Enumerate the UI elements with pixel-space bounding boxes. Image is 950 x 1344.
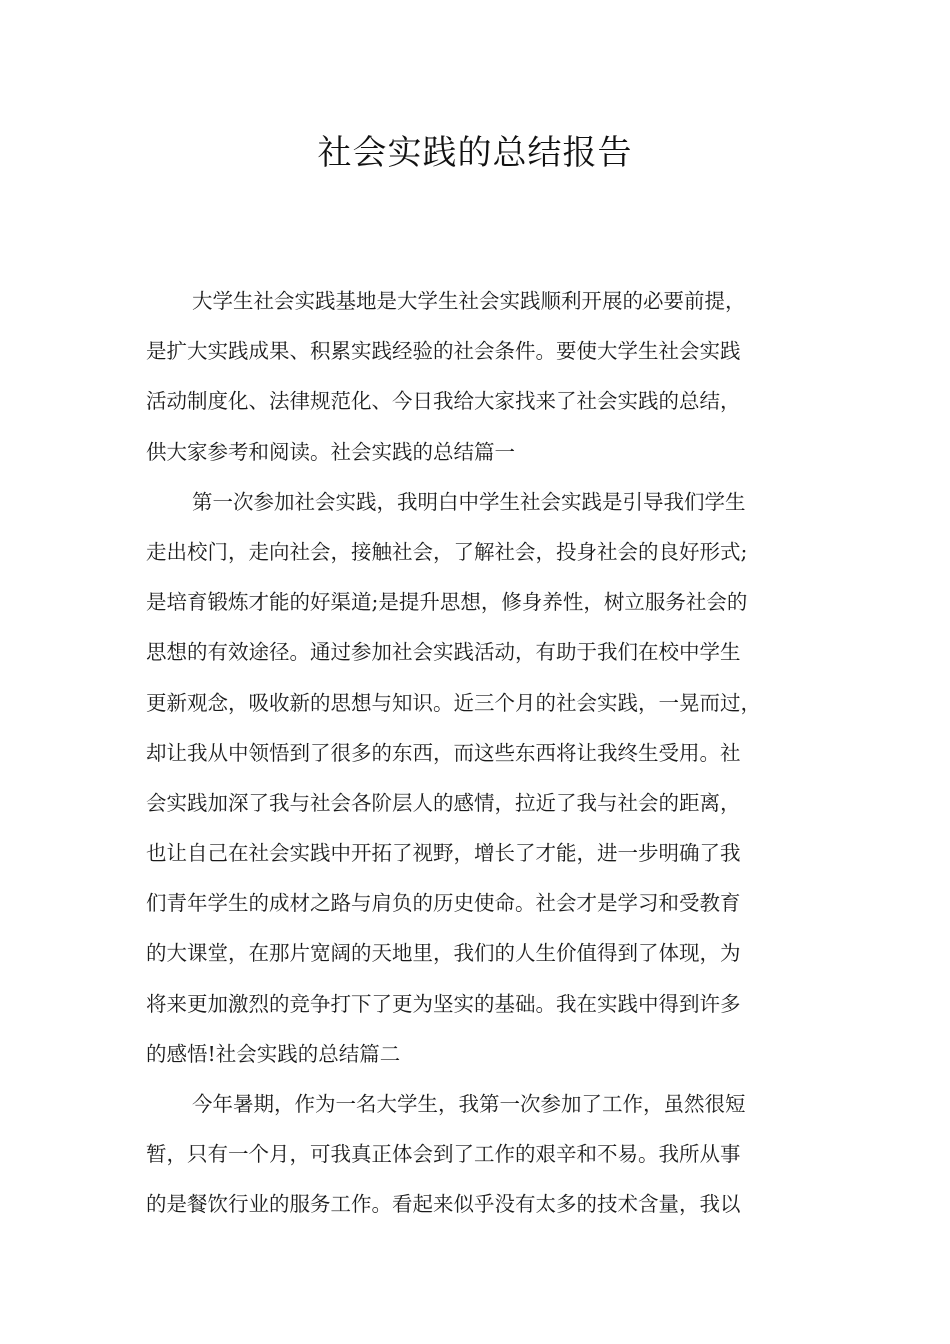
paragraph-2-line-9: 们青年学生的成材之路与肩负的历史使命。社会才是学习和受教育 bbox=[146, 891, 741, 916]
paragraph-2-line-6: 却让我从中领悟到了很多的东西，而这些东西将让我终生受用。社 bbox=[146, 740, 741, 765]
paragraph-3-line-1: 今年暑期，作为一名大学生，我第一次参加了工作，虽然很短 bbox=[192, 1092, 746, 1116]
paragraph-2-line-10: 的大课堂，在那片宽阔的天地里，我们的人生价值得到了体现，为 bbox=[146, 941, 741, 966]
paragraph-1-line-4: 供大家参考和阅读。社会实践的总结篇一 bbox=[146, 439, 515, 464]
paragraph-2-line-2: 走出校门，走向社会，接触社会，了解社会，投身社会的良好形式; bbox=[146, 539, 748, 564]
paragraph-2-line-4: 思想的有效途径。通过参加社会实践活动，有助于我们在校中学生 bbox=[146, 640, 741, 665]
paragraph-1-line-1: 大学生社会实践基地是大学生社会实践顺利开展的必要前提， bbox=[192, 289, 746, 313]
paragraph-2-line-5: 更新观念，吸收新的思想与知识。近三个月的社会实践，一晃而过， bbox=[146, 690, 761, 715]
paragraph-2-line-8: 也让自己在社会实践中开拓了视野，增长了才能，进一步明确了我 bbox=[146, 841, 741, 866]
document-title: 社会实践的总结报告 bbox=[317, 133, 633, 173]
document-body bbox=[146, 276, 818, 1230]
paragraph-2-line-1: 第一次参加社会实践，我明白中学生社会实践是引导我们学生 bbox=[192, 489, 746, 514]
paragraph-3-line-2: 暂，只有一个月，可我真正体会到了工作的艰辛和不易。我所从事 bbox=[146, 1142, 741, 1167]
paragraph-2-line-7: 会实践加深了我与社会各阶层人的感情，拉近了我与社会的距离， bbox=[146, 790, 741, 815]
paragraph-3-line-3: 的是餐饮行业的服务工作。看起来似乎没有太多的技术含量，我以 bbox=[146, 1192, 741, 1217]
paragraph-1-line-3: 活动制度化、法律规范化、今日我给大家找来了社会实践的总结， bbox=[146, 389, 741, 414]
paragraph-2-line-12: 的感悟!社会实践的总结篇二 bbox=[146, 1041, 401, 1066]
paragraph-1-line-2: 是扩大实践成果、积累实践经验的社会条件。要使大学生社会实践 bbox=[146, 339, 741, 364]
paragraph-2-line-11: 将来更加激烈的竞争打下了更为坚实的基础。我在实践中得到许多 bbox=[146, 991, 741, 1016]
paragraph-2-line-3: 是培育锻炼才能的好渠道;是提升思想，修身养性，树立服务社会的 bbox=[146, 590, 748, 615]
